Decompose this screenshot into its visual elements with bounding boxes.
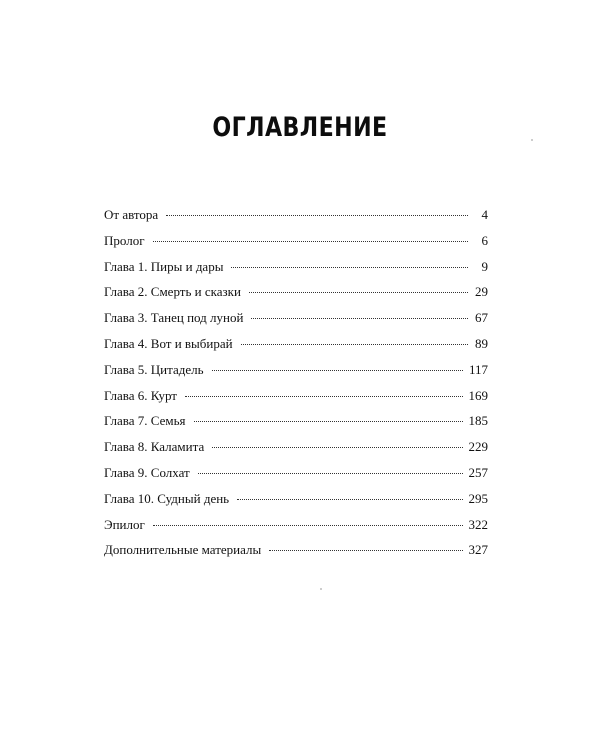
toc-page-number: 229 [468, 439, 488, 455]
dot-leader [198, 472, 463, 474]
toc-entry [104, 408, 488, 434]
toc-page-number: 9 [481, 258, 488, 274]
toc-entry [104, 537, 488, 563]
paper-speck [531, 139, 533, 141]
toc-entry-title: Глава 9. Солхат [104, 464, 190, 480]
toc-page-number: 117 [468, 361, 488, 377]
toc-entry [104, 486, 488, 512]
dot-leader [185, 395, 463, 397]
toc-entry [104, 460, 488, 486]
toc-page-number: 4 [481, 207, 488, 222]
dot-leader [153, 240, 468, 242]
toc-page-number: 6 [481, 232, 488, 248]
dot-leader [194, 420, 463, 422]
toc-page-number: 29 [475, 284, 488, 300]
dot-leader [237, 498, 462, 500]
toc-entry [104, 228, 488, 254]
toc-entry-title: Эпилог [104, 516, 145, 532]
toc-entry [104, 279, 488, 305]
toc-page-number: 257 [468, 464, 488, 480]
toc-page-number: 295 [468, 490, 488, 506]
toc-page-number: 89 [475, 335, 488, 351]
dot-leader [166, 214, 468, 216]
toc-entry-title: Глава 5. Цитадель [104, 361, 204, 377]
toc-page-number: 322 [468, 516, 488, 532]
toc-page-number: 67 [475, 310, 488, 326]
toc-entry-title: Пролог [104, 232, 145, 248]
toc-entry [104, 357, 488, 383]
page-title: ОГЛАВЛЕНИЕ [212, 112, 388, 143]
toc-entry-title: Глава 4. Вот и выбирай [104, 335, 233, 351]
toc-entry [104, 383, 488, 409]
toc-entry-title: Глава 8. Каламита [104, 439, 205, 455]
dot-leader [212, 369, 463, 371]
toc-entry-title: Глава 10. Судный день [104, 490, 230, 506]
toc-page-number: 169 [468, 387, 488, 403]
toc-entry [104, 512, 488, 538]
toc-entry [104, 254, 488, 280]
toc-page-number: 327 [468, 542, 488, 558]
dot-leader [251, 317, 468, 319]
toc-entry [104, 434, 488, 460]
toc-entry-title: Глава 6. Курт [104, 387, 177, 403]
dot-leader [212, 446, 462, 448]
dot-leader [241, 343, 468, 345]
toc-entry-title: Глава 1. Пиры и дары [104, 258, 224, 274]
toc-entry [104, 202, 488, 228]
toc-entry [104, 305, 488, 331]
toc-entry [104, 331, 488, 357]
dot-leader [231, 266, 468, 268]
table-of-contents [104, 202, 488, 563]
toc-entry-title: Глава 7. Семья [104, 413, 186, 429]
toc-entry-title: От автора [104, 207, 159, 222]
dot-leader [269, 549, 462, 551]
toc-entry-title: Глава 3. Танец под луной [104, 310, 244, 326]
toc-entry-title: Глава 2. Смерть и сказки [104, 284, 241, 300]
dot-leader [153, 524, 463, 526]
toc-entry-title: Дополнительные материалы [104, 542, 262, 558]
paper-speck [320, 588, 322, 590]
dot-leader [249, 291, 468, 293]
toc-page-number: 185 [468, 413, 488, 429]
